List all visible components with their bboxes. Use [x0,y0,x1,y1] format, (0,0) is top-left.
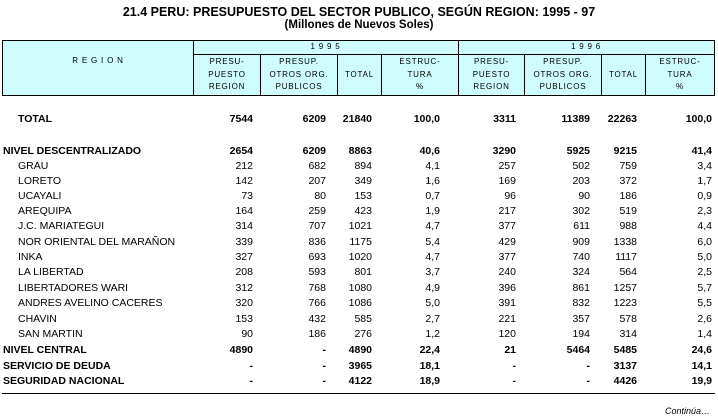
cell-otros-1996: 611 [573,220,590,232]
cell-estructura-1995: 4,9 [425,282,440,294]
cell-estructura-1996: 100,0 [685,113,712,125]
cell-otros-1996: 909 [572,236,590,248]
cell-estructura-1996: 41,4 [691,145,712,157]
cell-estructura-1996: 2,6 [697,313,712,325]
cell-estructura-1996: 5,7 [697,282,712,294]
cell-otros-1995: 768 [308,282,326,294]
cell-otros-1995: 6209 [302,145,326,157]
cell-otros-1996: 5464 [566,344,590,356]
cell-total-1996: 1257 [613,282,637,294]
table-row [0,328,718,343]
cell-estructura-1996: 2,5 [697,266,712,278]
cell-estructura-1996: 14,1 [691,360,712,372]
row-region-name: LORETO [18,175,61,187]
cell-presupuesto-1996: 396 [498,282,516,294]
cell-presupuesto-1996: 377 [498,220,516,232]
cell-presupuesto-1995: 312 [235,282,253,294]
row-region-name: NOR ORIENTAL DEL MARAÑON [18,236,176,248]
cell-total-1996: 1117 [615,251,637,263]
table-row [0,360,718,375]
table-row [0,236,718,251]
cell-total-1996: 314 [619,328,637,340]
cell-estructura-1996: 5,0 [697,251,712,263]
cell-otros-1996: 502 [572,160,590,172]
cell-estructura-1996: 0,9 [697,190,712,202]
cell-total-1995: 4890 [348,344,372,356]
cell-otros-1996: 194 [572,328,590,340]
cell-otros-1995: 186 [308,328,326,340]
cell-presupuesto-1995: 212 [235,160,253,172]
row-region-name: NIVEL CENTRAL [3,344,87,356]
cell-otros-1995: 682 [308,160,326,172]
cell-estructura-1996: 2,3 [697,205,712,217]
cell-estructura-1995: 2,7 [425,313,440,325]
cell-presupuesto-1996: 3290 [492,145,516,157]
cell-total-1995: 894 [354,160,372,172]
header-otros-org-1995: PRESUP. OTROS ORG. PUBLICOS [269,57,329,92]
cell-estructura-1996: 19,9 [691,375,712,387]
table-header [2,40,715,96]
cell-estructura-1995: 4,7 [425,251,440,263]
cell-otros-1996: - [586,360,590,372]
header-total-1995: TOTAL [344,69,375,79]
cell-presupuesto-1995: 142 [235,175,253,187]
cell-estructura-1995: 4,7 [425,220,440,232]
header-year-1996: 1 9 9 6 [570,42,602,52]
cell-presupuesto-1995: - [249,375,253,387]
cell-presupuesto-1995: 339 [235,236,253,248]
cell-estructura-1995: 1,9 [425,205,440,217]
cell-presupuesto-1996: 429 [498,236,516,248]
header-total-1996: TOTAL [608,69,639,79]
cell-otros-1995: 259 [308,205,326,217]
cell-otros-1996: 302 [572,205,590,217]
cell-presupuesto-1995: 2654 [229,145,253,157]
cell-estructura-1995: 5,0 [425,297,440,309]
cell-estructura-1995: 5,4 [425,236,440,248]
cell-estructura-1996: 1,4 [697,328,712,340]
cell-estructura-1995: 18,9 [419,375,440,387]
cell-total-1995: 1080 [348,282,372,294]
cell-estructura-1995: 22,4 [419,344,440,356]
row-region-name: LA LIBERTAD [18,266,84,278]
cell-estructura-1995: 1,2 [425,328,440,340]
table-row [0,375,718,390]
cell-total-1995: 1020 [348,251,372,263]
cell-total-1996: 519 [619,205,637,217]
cell-total-1996: 9215 [613,145,637,157]
table-row [0,282,718,297]
cell-presupuesto-1996: 169 [498,175,516,187]
row-region-name: LIBERTADORES WARI [18,282,129,294]
cell-presupuesto-1996: 21 [504,344,516,356]
cell-estructura-1995: 1,6 [425,175,440,187]
header-region: R E G I O N [72,55,124,65]
cell-total-1996: 186 [619,190,637,202]
cell-presupuesto-1996: 377 [498,251,516,263]
continua-note: Continúa… [664,406,710,416]
cell-total-1996: 1223 [613,297,637,309]
table-row [0,145,718,160]
cell-otros-1996: 5925 [566,145,590,157]
cell-total-1996: 22263 [607,113,637,125]
table-row [0,251,718,266]
cell-presupuesto-1996: 240 [498,266,516,278]
cell-presupuesto-1995: 164 [235,205,253,217]
cell-presupuesto-1996: 217 [498,205,516,217]
cell-presupuesto-1995: 90 [241,328,253,340]
cell-presupuesto-1996: 391 [498,297,516,309]
cell-otros-1995: 6209 [302,113,326,125]
row-region-name: TOTAL [18,113,53,125]
cell-presupuesto-1995: 314 [235,220,253,232]
cell-total-1995: 3965 [348,360,372,372]
cell-presupuesto-1995: 4890 [229,344,253,356]
table-row [0,160,718,175]
cell-estructura-1996: 4,4 [697,220,712,232]
cell-otros-1996: 357 [572,313,590,325]
cell-otros-1995: 432 [308,313,326,325]
cell-total-1995: 349 [354,175,372,187]
cell-presupuesto-1995: 320 [235,297,253,309]
cell-presupuesto-1996: 257 [498,160,516,172]
cell-total-1996: 4426 [613,375,637,387]
cell-otros-1995: - [322,344,326,356]
cell-total-1995: 153 [354,190,372,202]
table-row [0,113,718,128]
cell-otros-1996: 90 [578,190,590,202]
cell-estructura-1995: 100,0 [413,113,440,125]
row-region-name: INKA [18,251,43,263]
cell-otros-1996: 11389 [561,113,590,125]
header-presupuesto-region-1996: PRESU- PUESTO REGION [472,57,511,92]
row-region-name: SERVICIO DE DEUDA [3,360,111,372]
cell-presupuesto-1996: 96 [504,190,516,202]
cell-estructura-1996: 5,5 [697,297,712,309]
cell-presupuesto-1996: 3311 [493,113,516,125]
cell-estructura-1995: 18,1 [419,360,440,372]
cell-otros-1995: 836 [308,236,326,248]
cell-total-1996: 3137 [613,360,637,372]
header-estructura-1995: ESTRUC- TURA % [399,57,441,92]
table-title: 21.4 PERU: PRESUPUESTO DEL SECTOR PUBLICO, SEGÚN REGION: 1995 - 97 [122,5,596,19]
cell-total-1995: 1175 [349,236,372,248]
row-region-name: NIVEL DESCENTRALIZADO [3,145,142,157]
cell-estructura-1996: 1,7 [697,175,712,187]
cell-estructura-1996: 3,4 [697,160,712,172]
cell-presupuesto-1995: 7544 [229,113,253,125]
cell-presupuesto-1996: 221 [498,313,516,325]
cell-total-1995: 585 [354,313,372,325]
cell-total-1995: 21840 [342,113,372,125]
cell-otros-1995: 593 [308,266,326,278]
row-region-name: GRAU [18,160,49,172]
row-region-name: SAN MARTIN [18,328,83,340]
cell-total-1996: 759 [619,160,637,172]
table-row [0,297,718,312]
table-row [0,220,718,235]
cell-presupuesto-1995: 327 [235,251,253,263]
cell-presupuesto-1995: 153 [235,313,253,325]
cell-total-1995: 423 [354,205,372,217]
cell-estructura-1996: 24,6 [691,344,712,356]
table-row [0,205,718,220]
cell-otros-1996: 324 [572,266,590,278]
cell-otros-1995: 80 [314,190,326,202]
row-region-name: UCAYALI [18,190,62,202]
cell-total-1996: 5485 [613,344,637,356]
table-row [0,313,718,328]
cell-total-1995: 8863 [348,145,372,157]
cell-total-1996: 564 [619,266,637,278]
cell-estructura-1996: 6,0 [697,236,712,248]
table-row [0,190,718,205]
header-estructura-1996: ESTRUC- TURA % [659,57,701,92]
cell-otros-1996: 832 [572,297,590,309]
cell-otros-1996: 861 [572,282,590,294]
cell-total-1996: 372 [619,175,637,187]
row-region-name: ANDRES AVELINO CACERES [18,297,163,309]
cell-total-1995: 1086 [348,297,372,309]
cell-otros-1995: - [322,360,326,372]
cell-presupuesto-1996: - [512,375,516,387]
cell-estructura-1995: 4,1 [425,160,440,172]
cell-otros-1995: 693 [308,251,326,263]
cell-otros-1996: - [586,375,590,387]
cell-estructura-1995: 0,7 [425,190,440,202]
cell-presupuesto-1996: 120 [498,328,516,340]
table-subtitle: (Millones de Nuevos Soles) [284,19,434,31]
row-region-name: SEGURIDAD NACIONAL [3,375,125,387]
cell-total-1995: 4122 [348,375,372,387]
cell-total-1996: 988 [619,220,637,232]
table-row [0,175,718,190]
cell-otros-1995: 707 [308,220,326,232]
row-region-name: J.C. MARIATEGUI [18,220,105,232]
table-row [0,344,718,359]
cell-otros-1995: 207 [308,175,326,187]
table-bottom-border [2,393,715,394]
cell-total-1996: 1338 [613,236,637,248]
cell-presupuesto-1995: 73 [241,190,253,202]
header-year-1995: 1 9 9 5 [310,42,341,52]
cell-total-1995: 276 [354,328,372,340]
cell-estructura-1995: 40,6 [419,145,440,157]
cell-otros-1995: - [322,375,326,387]
table-row [0,266,718,281]
cell-otros-1996: 740 [572,251,590,263]
cell-presupuesto-1995: - [249,360,253,372]
cell-presupuesto-1995: 208 [235,266,253,278]
header-otros-org-1996: PRESUP. OTROS ORG. PUBLICOS [533,57,593,92]
cell-total-1996: 578 [619,313,637,325]
cell-otros-1996: 203 [572,175,590,187]
row-region-name: AREQUIPA [18,205,72,217]
row-region-name: CHAVIN [18,313,57,325]
cell-total-1995: 1021 [348,220,372,232]
cell-presupuesto-1996: - [512,360,516,372]
header-presupuesto-region-1995: PRESU- PUESTO REGION [208,57,246,92]
cell-estructura-1995: 3,7 [425,266,440,278]
cell-otros-1995: 766 [308,297,326,309]
cell-total-1995: 801 [354,266,372,278]
